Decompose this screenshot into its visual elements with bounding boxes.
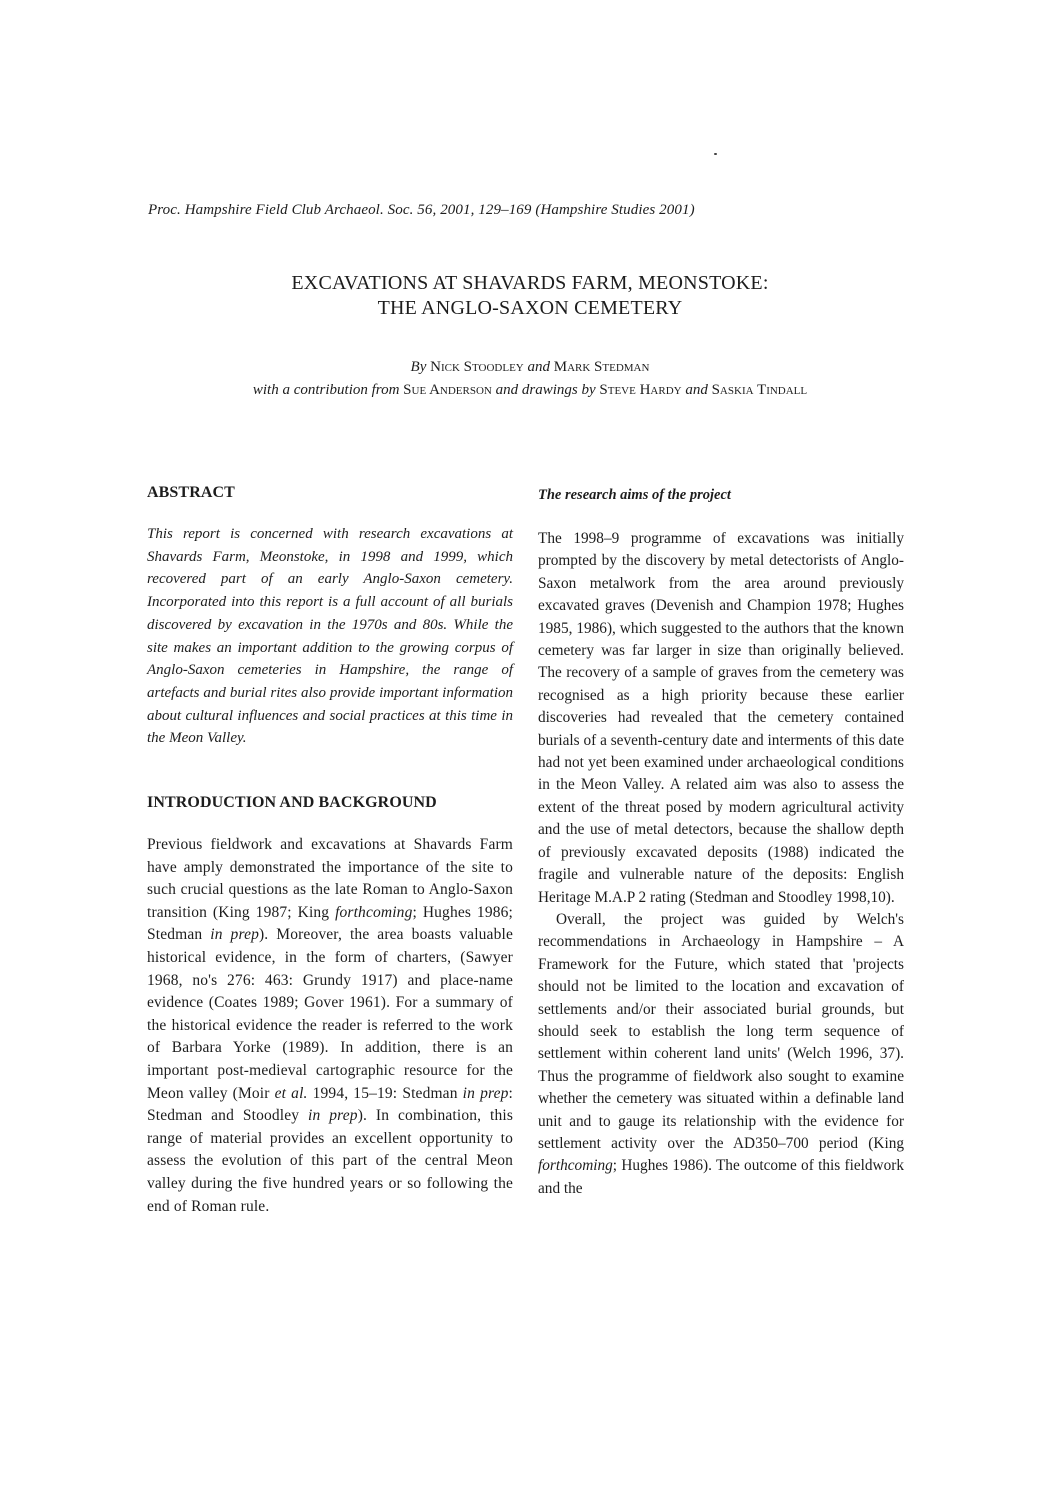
illustrator-name-1: Steve Hardy: [599, 382, 682, 398]
author-block: [150, 356, 910, 402]
article-title: [150, 271, 910, 321]
abstract-text: This report is concerned with research excavations at Shavards Farm, Meonstoke, in 1998 and 1999, which recovered part of an early Anglo-Saxon cemetery. Incorporated into this report is a full account of all burials discovered by excavation in the 1970s and 80s. While the site makes an important addition to the growing corpus of Anglo-Saxon cemeteries in Hampshire, the range of artefacts and burial rites also provide important information about cultural influences and social practices at this time in the Meon Valley.: [147, 526, 513, 747]
research-aims-paragraph-2: [538, 909, 904, 1200]
research-aims-heading: The research aims of the project: [538, 487, 731, 503]
contributor-name: Sue Anderson: [403, 382, 492, 398]
intro-italic-forthcoming: forthcoming: [335, 903, 413, 921]
introduction-paragraph: [147, 834, 513, 1218]
and-word-2: and: [685, 382, 708, 398]
intro-italic-in-prep: in prep: [210, 926, 259, 944]
introduction-heading: INTRODUCTION AND BACKGROUND: [147, 794, 437, 812]
illustrator-name-2: Saskia Tindall: [711, 382, 808, 398]
intro-text-segment: ). Moreover, the area boasts valuable historical evidence, in the form of charters, (Sawyer 1968, no's 276: 463: Grundy 1917) and place-name evidence (Coates 1989; Gover 1961). For a summary of the historical evidence the reader is referred to the work of Barbara Yorke (1989). In addition, there is an important post-medieval cartographic resource for the Meon valley (Moir: [147, 926, 513, 1102]
intro-italic-et-al: et al.: [274, 1084, 308, 1102]
journal-citation: Proc. Hampshire Field Club Archaeol. Soc. 56, 2001, 129–169 (Hampshire Studies 2001): [148, 202, 695, 218]
research-aims-paragraph-1: The 1998–9 programme of excavations was initially prompted by the discovery by metal detectorists of Anglo-Saxon metalwork from the area around previously excavated graves (Devenish and Champion 1978; Hughes 1985, 1986), which suggested to the authors that the known cemetery was far larger in size than originally believed. The recovery of a sample of graves from the cemetery was recognised as a high priority because these earlier discoveries had revealed that the cemetery contained burials of a seventh-century date and interments of this date had not yet been examined under archaeological conditions in the Meon Valley. A related aim was also to assess the extent of the threat posed by modern agricultural activity and the use of metal detectors, because the shallow depth of previously excavated deposits (1988) indicated the fragile and vulnerable nature of the deposits: English Heritage M.A.P 2 rating (Stedman and Stoodley 1998,10).: [538, 530, 904, 906]
left-column: [147, 484, 513, 1218]
intro-italic-in-prep: in prep: [462, 1084, 509, 1102]
intro-text-segment: Previous fieldwork and excavations at Shavards Farm have amply demonstrated the importance of the site to such crucial questions as the late Roman to Anglo-Saxon transition (King 1987; King: [147, 836, 513, 921]
intro-italic-in-prep: in prep: [308, 1107, 358, 1125]
intro-text-segment: 1994, 15–19: Stedman: [307, 1084, 463, 1102]
abstract-heading: ABSTRACT: [147, 484, 235, 501]
author-name-1: Nick Stoodley: [430, 359, 524, 375]
scan-speck: [714, 153, 717, 155]
by-word: By: [410, 359, 427, 375]
intro-text-segment: : Stedman and Stoodley: [147, 1084, 513, 1125]
author-line: [150, 356, 910, 379]
title-line-1: EXCAVATIONS AT SHAVARDS FARM, MEONSTOKE:: [291, 272, 769, 294]
aims-text-segment: Overall, the project was guided by Welch's recommendations in Archaeology in Hampshire – A Framework for the Future, which stated that 'projects should not be limited to the location and excavation of settlements and/or their associated burial grounds, but should seek to establish the long term sequence of settlement within coherent land units' (Welch 1996, 37). Thus the programme of fieldwork also sought to examine whether the cemetery was situated within a definable land unit and to gauge its relationship with the evidence for settlement activity over the AD350–700 period (King: [538, 910, 904, 1152]
intro-text-segment: ). In combination, this range of material provides an excellent opportunity to assess the evolution of this part of the central Meon valley during the five hundred years or so following the end of Roman rule.: [147, 1107, 513, 1215]
drawings-phrase: and drawings by: [495, 382, 596, 398]
aims-text-segment: ; Hughes 1986). The outcome of this fieldwork and the: [538, 1157, 904, 1197]
contribution-phrase: with a contribution from: [252, 382, 400, 398]
and-word-1: and: [527, 359, 550, 375]
intro-text-segment: ; Hughes 1986; Stedman: [147, 903, 513, 944]
aims-italic-forthcoming: forthcoming: [538, 1157, 613, 1175]
author-name-2: Mark Stedman: [553, 359, 650, 375]
title-line-2: THE ANGLO-SAXON CEMETERY: [377, 297, 683, 319]
right-column: [538, 484, 904, 1200]
contributor-line: [150, 379, 910, 402]
